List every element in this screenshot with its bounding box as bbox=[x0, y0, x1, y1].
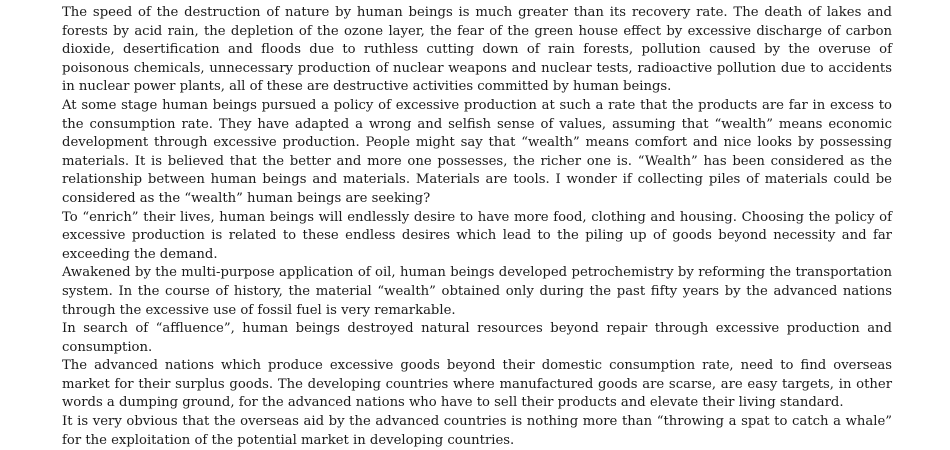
document-body bbox=[62, 4, 892, 450]
paragraph-enrich-lives: To “enrich” their lives, human beings will endlessly desire to have more food, clothing and housing. Choosing the policy of excessive production is related to these endless desires which lead to the piling up of goods beyond necessity and far exceeding the demand. bbox=[62, 209, 892, 262]
paragraph-overseas-market: The advanced nations which produce excessive goods beyond their domestic consumption rate, need to find overseas market for their surplus goods. The developing countries where manufactured goods are scarse, are easy targets, in other words a dumping ground, for the advanced nations who have to sell their products and elevate their living standard. bbox=[62, 358, 892, 411]
paragraph-overseas-aid: It is very obvious that the overseas aid by the advanced countries is nothing more than “throwing a spat to catch a whale” for the exploitation of the potential market in developing countries. bbox=[62, 414, 892, 448]
paragraph-petrochemistry: Awakened by the multi-purpose application of oil, human beings developed petrochemistry by reforming the transportation system. In the course of history, the material “wealth” obtained only during the past fifty years by the advanced nations through the excessive use of fossil fuel is very remarkable. bbox=[62, 265, 892, 318]
paragraph-destruction-of-nature: The speed of the destruction of nature by human beings is much greater than its recovery rate. The death of lakes and forests by acid rain, the depletion of the ozone layer, the fear of the green house effect by excessive discharge of carbon dioxide, desertification and floods due to ruthless cutting down of rain forests, pollution caused by the overuse of poisonous chemicals, unnecessary production of nuclear weapons and nuclear tests, radioactive pollution due to accidents in nuclear power plants, all of these are destructive activities committed by human beings. bbox=[62, 5, 892, 95]
paragraph-excessive-production: At some stage human beings pursued a policy of excessive production at such a rate that the products are far in excess to the consumption rate. They have adapted a wrong and selfish sense of values, assuming that “wealth” means economic development through excessive production. People might say that “wealth” means comfort and nice looks by possessing materials. It is believed that the better and more one possesses, the richer one is. “Wealth” has been considered as the relationship between human beings and materials. Materials are tools. I wonder if collecting piles of materials could be considered as the “wealth” human beings are seeking? bbox=[62, 97, 892, 206]
paragraph-affluence: In search of “affluence”, human beings destroyed natural resources beyond repair through excessive production and consumption. bbox=[62, 321, 892, 355]
